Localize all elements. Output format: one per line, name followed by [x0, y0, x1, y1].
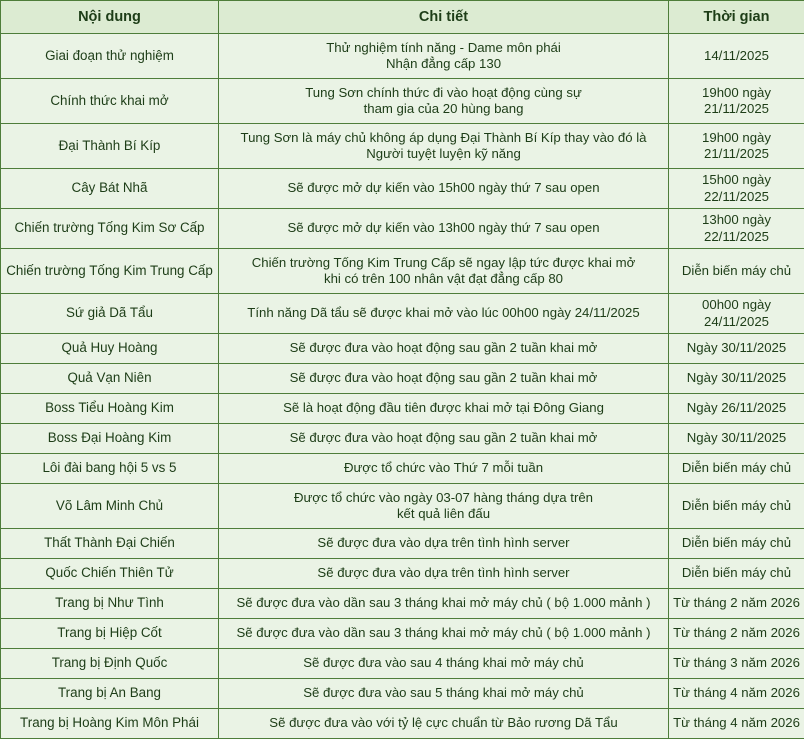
cell-content: Chính thức khai mở: [1, 79, 219, 124]
table-row: [1, 484, 804, 529]
cell-detail: [219, 79, 669, 124]
detail-line: Sẽ được mở dự kiến vào 15h00 ngày thứ 7 sau open: [223, 180, 664, 197]
table-body: [1, 34, 804, 739]
cell-content: Trang bị Hoàng Kim Môn Phái: [1, 709, 219, 739]
detail-line: Tính năng Dã tẩu sẽ được khai mở vào lúc 00h00 ngày 24/11/2025: [223, 305, 664, 322]
cell-detail: [219, 619, 669, 649]
detail-line: tham gia của 20 hùng bang: [223, 101, 664, 118]
cell-detail: [219, 294, 669, 334]
cell-time: 14/11/2025: [669, 34, 804, 79]
cell-detail: [219, 454, 669, 484]
cell-time: 15h00 ngày 22/11/2025: [669, 169, 804, 209]
cell-time: 13h00 ngày 22/11/2025: [669, 209, 804, 249]
table-row: [1, 334, 804, 364]
table-row: [1, 124, 804, 169]
detail-line: Nhận đẳng cấp 130: [223, 56, 664, 73]
cell-content: Lôi đài bang hội 5 vs 5: [1, 454, 219, 484]
cell-time: Từ tháng 4 năm 2026: [669, 679, 804, 709]
cell-content: Trang bị Hiệp Cốt: [1, 619, 219, 649]
cell-time: Diễn biến máy chủ: [669, 529, 804, 559]
cell-time: 19h00 ngày 21/11/2025: [669, 124, 804, 169]
cell-content: Quả Huy Hoàng: [1, 334, 219, 364]
column-header-detail: Chi tiết: [219, 1, 669, 34]
cell-content: Boss Tiểu Hoàng Kim: [1, 394, 219, 424]
detail-line: Được tổ chức vào ngày 03-07 hàng tháng dựa trên: [223, 490, 664, 507]
detail-line: Được tổ chức vào Thứ 7 mỗi tuần: [223, 460, 664, 477]
cell-content: Trang bị Như Tình: [1, 589, 219, 619]
cell-content: Boss Đại Hoàng Kim: [1, 424, 219, 454]
detail-line: Sẽ được mở dự kiến vào 13h00 ngày thứ 7 sau open: [223, 220, 664, 237]
cell-time: Từ tháng 4 năm 2026: [669, 709, 804, 739]
cell-time: Từ tháng 3 năm 2026: [669, 649, 804, 679]
cell-content: Sứ giả Dã Tẩu: [1, 294, 219, 334]
cell-time: Từ tháng 2 năm 2026: [669, 589, 804, 619]
detail-line: Sẽ là hoạt động đầu tiên được khai mở tại Đông Giang: [223, 400, 664, 417]
cell-detail: [219, 424, 669, 454]
table-row: [1, 34, 804, 79]
cell-time: Từ tháng 2 năm 2026: [669, 619, 804, 649]
cell-content: Đại Thành Bí Kíp: [1, 124, 219, 169]
table-row: [1, 529, 804, 559]
table-row: [1, 454, 804, 484]
detail-line: Sẽ được đưa vào với tỷ lệ cực chuẩn từ Bảo rương Dã Tẩu: [223, 715, 664, 732]
cell-time: Ngày 30/11/2025: [669, 424, 804, 454]
cell-time: Diễn biến máy chủ: [669, 454, 804, 484]
cell-detail: [219, 679, 669, 709]
detail-line: kết quả liên đấu: [223, 506, 664, 523]
detail-line: Chiến trường Tống Kim Trung Cấp sẽ ngay lập tức được khai mở: [223, 255, 664, 272]
table-row: [1, 589, 804, 619]
table-row: [1, 619, 804, 649]
cell-detail: [219, 124, 669, 169]
column-header-content: Nội dung: [1, 1, 219, 34]
cell-content: Trang bị Định Quốc: [1, 649, 219, 679]
detail-line: Sẽ được đưa vào sau 5 tháng khai mở máy chủ: [223, 685, 664, 702]
cell-content: Võ Lâm Minh Chủ: [1, 484, 219, 529]
detail-line: Thử nghiệm tính năng - Dame môn phái: [223, 40, 664, 57]
table-row: [1, 79, 804, 124]
cell-content: Cây Bát Nhã: [1, 169, 219, 209]
cell-content: Quả Vạn Niên: [1, 364, 219, 394]
cell-content: Trang bị An Bang: [1, 679, 219, 709]
table-row: [1, 559, 804, 589]
detail-line: Sẽ được đưa vào sau 4 tháng khai mở máy chủ: [223, 655, 664, 672]
cell-detail: [219, 334, 669, 364]
cell-detail: [219, 559, 669, 589]
cell-detail: [219, 709, 669, 739]
cell-detail: [219, 394, 669, 424]
cell-time: Diễn biến máy chủ: [669, 559, 804, 589]
cell-detail: [219, 169, 669, 209]
table-row: [1, 209, 804, 249]
detail-line: Sẽ được đưa vào hoạt động sau gần 2 tuần khai mở: [223, 430, 664, 447]
detail-line: Tung Sơn là máy chủ không áp dụng Đại Thành Bí Kíp thay vào đó là: [223, 130, 664, 147]
table-row: [1, 249, 804, 294]
cell-time: 19h00 ngày 21/11/2025: [669, 79, 804, 124]
cell-time: Ngày 30/11/2025: [669, 334, 804, 364]
cell-detail: [219, 649, 669, 679]
cell-time: 00h00 ngày 24/11/2025: [669, 294, 804, 334]
cell-detail: [219, 209, 669, 249]
table-row: [1, 364, 804, 394]
cell-detail: [219, 484, 669, 529]
table-row: [1, 424, 804, 454]
cell-time: Diễn biến máy chủ: [669, 484, 804, 529]
table-row: [1, 169, 804, 209]
cell-content: Quốc Chiến Thiên Tử: [1, 559, 219, 589]
cell-content: Chiến trường Tống Kim Trung Cấp: [1, 249, 219, 294]
detail-line: Sẽ được đưa vào dần sau 3 tháng khai mở máy chủ ( bộ 1.000 mảnh ): [223, 595, 664, 612]
cell-detail: [219, 249, 669, 294]
detail-line: Tung Sơn chính thức đi vào hoạt động cùng sự: [223, 85, 664, 102]
cell-detail: [219, 529, 669, 559]
cell-time: Ngày 26/11/2025: [669, 394, 804, 424]
cell-detail: [219, 364, 669, 394]
cell-time: Ngày 30/11/2025: [669, 364, 804, 394]
table-row: [1, 649, 804, 679]
table-row: [1, 679, 804, 709]
table-header: [1, 1, 804, 34]
detail-line: Sẽ được đưa vào dựa trên tình hình server: [223, 535, 664, 552]
table-row: [1, 394, 804, 424]
cell-content: Thất Thành Đại Chiến: [1, 529, 219, 559]
detail-line: Sẽ được đưa vào hoạt động sau gần 2 tuần khai mở: [223, 340, 664, 357]
detail-line: Sẽ được đưa vào dần sau 3 tháng khai mở máy chủ ( bộ 1.000 mảnh ): [223, 625, 664, 642]
cell-time: Diễn biến máy chủ: [669, 249, 804, 294]
table-row: [1, 294, 804, 334]
detail-line: Người tuyệt luyện kỹ năng: [223, 146, 664, 163]
table-row: [1, 709, 804, 739]
detail-line: Sẽ được đưa vào hoạt động sau gần 2 tuần khai mở: [223, 370, 664, 387]
cell-detail: [219, 34, 669, 79]
detail-line: Sẽ được đưa vào dựa trên tình hình server: [223, 565, 664, 582]
cell-content: Chiến trường Tống Kim Sơ Cấp: [1, 209, 219, 249]
cell-content: Giai đoạn thử nghiệm: [1, 34, 219, 79]
column-header-time: Thời gian: [669, 1, 804, 34]
cell-detail: [219, 589, 669, 619]
detail-line: khi có trên 100 nhân vật đạt đẳng cấp 80: [223, 271, 664, 288]
table-header-row: [1, 1, 804, 34]
